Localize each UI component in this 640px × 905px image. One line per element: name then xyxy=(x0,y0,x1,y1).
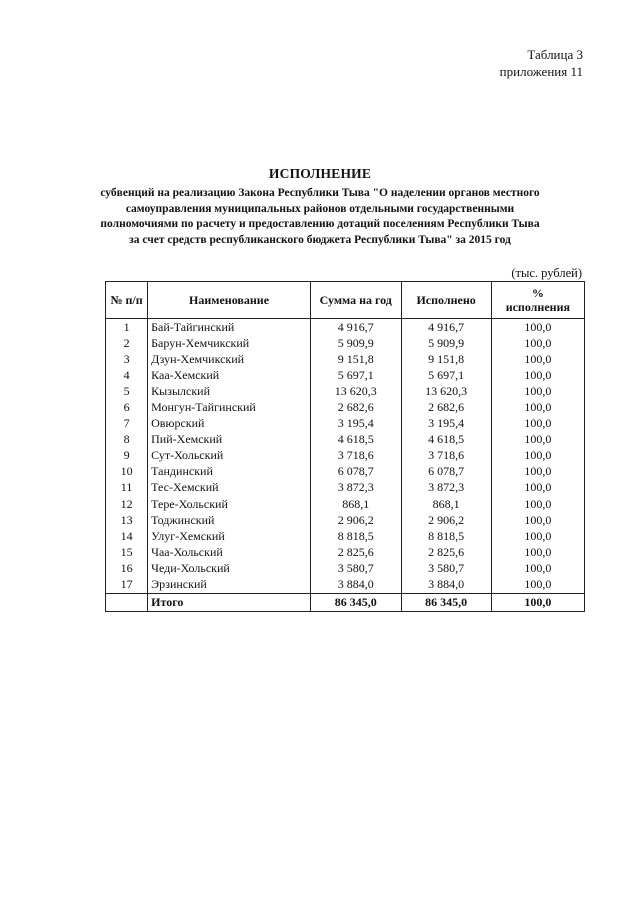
row-district-name: Овюрский xyxy=(148,416,311,432)
row-executed: 868,1 xyxy=(401,496,491,512)
row-number: 5 xyxy=(106,383,148,399)
annex-reference xyxy=(500,46,583,80)
row-number: 7 xyxy=(106,416,148,432)
document-title: ИСПОЛНЕНИЕ xyxy=(268,166,372,181)
row-annual-sum: 3 872,3 xyxy=(310,480,401,496)
row-executed: 3 580,7 xyxy=(401,560,491,576)
row-annual-sum: 3 884,0 xyxy=(310,577,401,594)
row-district-name: Кызылский xyxy=(148,383,311,399)
row-percent: 100,0 xyxy=(491,448,584,464)
table-row xyxy=(106,335,585,351)
row-district-name: Каа-Хемский xyxy=(148,367,311,383)
row-percent: 100,0 xyxy=(491,432,584,448)
row-percent: 100,0 xyxy=(491,367,584,383)
row-district-name: Барун-Хемчикский xyxy=(148,335,311,351)
row-district-name: Дзун-Хемчикский xyxy=(148,351,311,367)
annex-line-1: Таблица 3 xyxy=(527,47,583,62)
row-district-name: Тандинский xyxy=(148,464,311,480)
row-executed: 2 825,6 xyxy=(401,544,491,560)
row-annual-sum: 4 916,7 xyxy=(310,319,401,336)
table-row xyxy=(106,319,585,336)
row-annual-sum: 2 682,6 xyxy=(310,399,401,415)
row-number: 14 xyxy=(106,528,148,544)
row-executed: 3 718,6 xyxy=(401,448,491,464)
row-percent: 100,0 xyxy=(491,480,584,496)
total-row xyxy=(106,593,585,611)
row-district-name: Тес-Хемский xyxy=(148,480,311,496)
header-executed: Исполнено xyxy=(401,282,491,319)
row-number: 10 xyxy=(106,464,148,480)
total-executed: 86 345,0 xyxy=(401,593,491,611)
table-row xyxy=(106,577,585,594)
row-number: 2 xyxy=(106,335,148,351)
header-number: № п/п xyxy=(106,282,148,319)
row-executed: 4 916,7 xyxy=(401,319,491,336)
row-percent: 100,0 xyxy=(491,496,584,512)
header-percent: % исполнения xyxy=(491,282,584,319)
row-number: 4 xyxy=(106,367,148,383)
table-row xyxy=(106,416,585,432)
row-annual-sum: 5 697,1 xyxy=(310,367,401,383)
row-annual-sum: 6 078,7 xyxy=(310,464,401,480)
table-row xyxy=(106,432,585,448)
row-executed: 6 078,7 xyxy=(401,464,491,480)
row-annual-sum: 2 906,2 xyxy=(310,512,401,528)
row-percent: 100,0 xyxy=(491,351,584,367)
header-annual-sum: Сумма на год xyxy=(310,282,401,319)
execution-table xyxy=(105,281,585,612)
row-percent: 100,0 xyxy=(491,560,584,576)
row-annual-sum: 8 818,5 xyxy=(310,528,401,544)
row-annual-sum: 3 718,6 xyxy=(310,448,401,464)
row-executed: 3 872,3 xyxy=(401,480,491,496)
table-row xyxy=(106,528,585,544)
row-annual-sum: 13 620,3 xyxy=(310,383,401,399)
row-district-name: Чаа-Хольский xyxy=(148,544,311,560)
total-annual-sum: 86 345,0 xyxy=(310,593,401,611)
row-district-name: Бай-Тайгинский xyxy=(148,319,311,336)
unit-note: (тыс. рублей) xyxy=(511,266,582,280)
total-percent: 100,0 xyxy=(491,593,584,611)
row-percent: 100,0 xyxy=(491,335,584,351)
row-number: 13 xyxy=(106,512,148,528)
table-body xyxy=(106,319,585,612)
row-percent: 100,0 xyxy=(491,319,584,336)
table-header-row xyxy=(106,282,585,319)
row-percent: 100,0 xyxy=(491,383,584,399)
row-percent: 100,0 xyxy=(491,544,584,560)
row-percent: 100,0 xyxy=(491,416,584,432)
row-number: 3 xyxy=(106,351,148,367)
row-executed: 13 620,3 xyxy=(401,383,491,399)
table-row xyxy=(106,560,585,576)
table-row xyxy=(106,399,585,415)
row-district-name: Пий-Хемский xyxy=(148,432,311,448)
row-number: 11 xyxy=(106,480,148,496)
document-subtitle: субвенций на реализацию Закона Республики Тыва "О наделении органов местного самоуправления муниципальных районов отдельными государственными полномочиями по расчету и предоставлению дотаций поселениям Республики Тыва за счет средств республиканского бюджета Республики Тыва" за 2015 год xyxy=(100,187,540,246)
table-row xyxy=(106,496,585,512)
row-district-name: Чеди-Хольский xyxy=(148,560,311,576)
table-row xyxy=(106,464,585,480)
row-district-name: Улуг-Хемский xyxy=(148,528,311,544)
row-district-name: Эрзинский xyxy=(148,577,311,594)
row-executed: 3 884,0 xyxy=(401,577,491,594)
row-district-name: Тере-Хольский xyxy=(148,496,311,512)
row-executed: 2 682,6 xyxy=(401,399,491,415)
row-executed: 3 195,4 xyxy=(401,416,491,432)
row-district-name: Сут-Хольский xyxy=(148,448,311,464)
row-number: 17 xyxy=(106,577,148,594)
total-number xyxy=(106,593,148,611)
row-number: 9 xyxy=(106,448,148,464)
table-row xyxy=(106,480,585,496)
row-number: 8 xyxy=(106,432,148,448)
row-annual-sum: 9 151,8 xyxy=(310,351,401,367)
row-annual-sum: 2 825,6 xyxy=(310,544,401,560)
row-number: 12 xyxy=(106,496,148,512)
row-annual-sum: 5 909,9 xyxy=(310,335,401,351)
row-percent: 100,0 xyxy=(491,577,584,594)
row-executed: 5 697,1 xyxy=(401,367,491,383)
row-percent: 100,0 xyxy=(491,528,584,544)
row-annual-sum: 868,1 xyxy=(310,496,401,512)
row-number: 1 xyxy=(106,319,148,336)
header-name: Наименование xyxy=(148,282,311,319)
table-row xyxy=(106,512,585,528)
table-row xyxy=(106,351,585,367)
row-percent: 100,0 xyxy=(491,464,584,480)
total-label: Итого xyxy=(148,593,311,611)
row-executed: 5 909,9 xyxy=(401,335,491,351)
row-percent: 100,0 xyxy=(491,399,584,415)
row-number: 16 xyxy=(106,560,148,576)
row-district-name: Тоджинский xyxy=(148,512,311,528)
table-row xyxy=(106,448,585,464)
row-executed: 2 906,2 xyxy=(401,512,491,528)
table-row xyxy=(106,367,585,383)
annex-line-2: приложения 11 xyxy=(499,64,583,79)
row-executed: 9 151,8 xyxy=(401,351,491,367)
table-row xyxy=(106,383,585,399)
row-percent: 100,0 xyxy=(491,512,584,528)
table-row xyxy=(106,544,585,560)
row-annual-sum: 3 580,7 xyxy=(310,560,401,576)
row-annual-sum: 3 195,4 xyxy=(310,416,401,432)
row-number: 15 xyxy=(106,544,148,560)
row-number: 6 xyxy=(106,399,148,415)
row-executed: 8 818,5 xyxy=(401,528,491,544)
row-annual-sum: 4 618,5 xyxy=(310,432,401,448)
row-district-name: Монгун-Тайгинский xyxy=(148,399,311,415)
row-executed: 4 618,5 xyxy=(401,432,491,448)
